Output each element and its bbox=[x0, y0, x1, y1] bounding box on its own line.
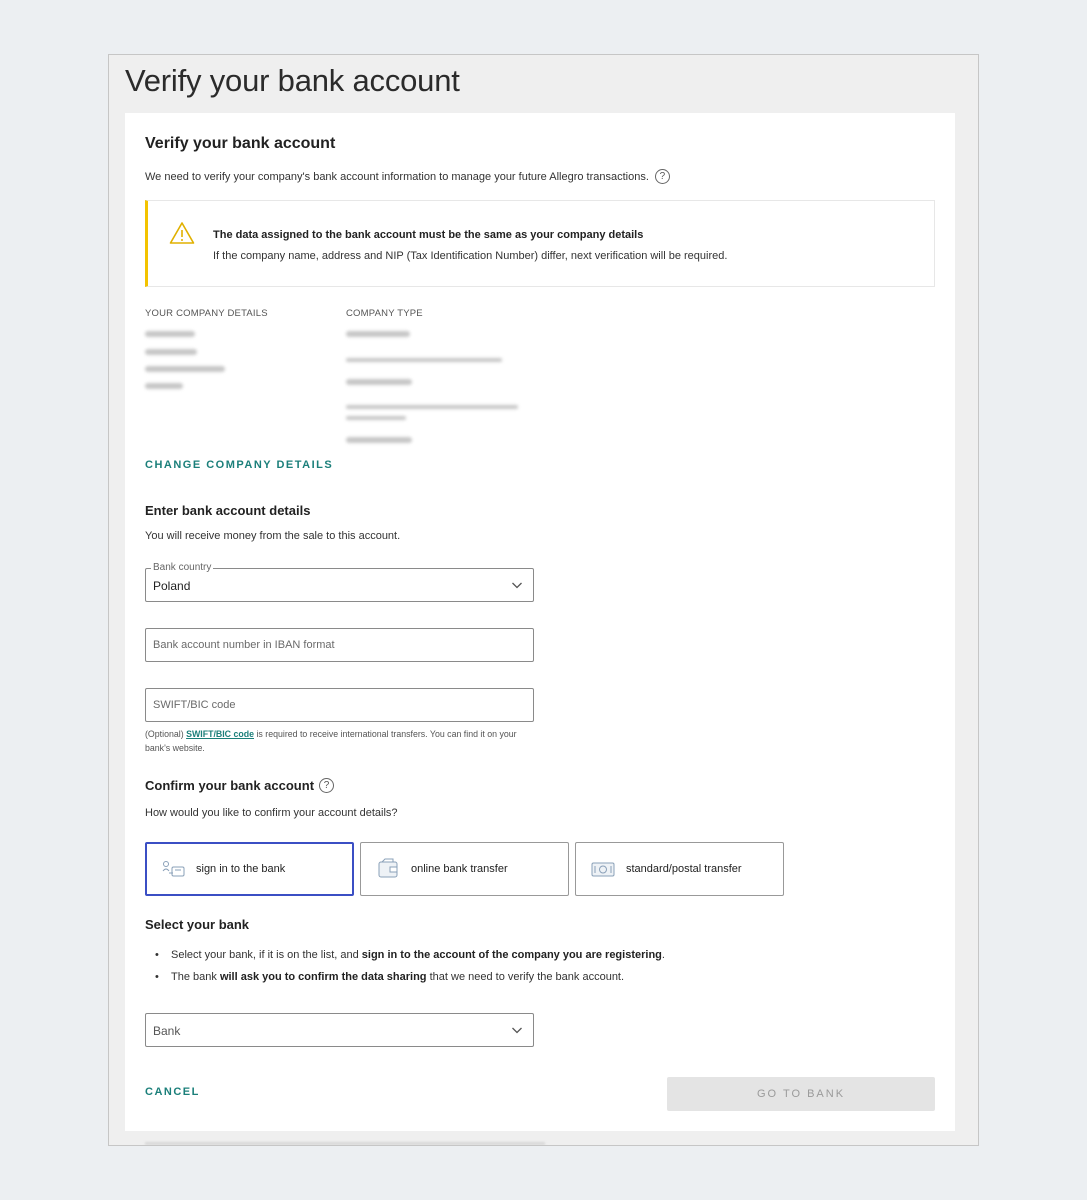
help-icon[interactable]: ? bbox=[319, 778, 334, 793]
bank-country-select[interactable] bbox=[145, 562, 534, 602]
select-bank-heading: Select your bank bbox=[145, 917, 250, 932]
bank-details-subtext: You will receive money from the sale to this account. bbox=[145, 530, 401, 542]
company-type-label: COMPANY TYPE bbox=[346, 308, 423, 319]
iban-input[interactable] bbox=[146, 629, 533, 661]
option-sign-in-to-bank[interactable] bbox=[145, 842, 354, 896]
card-title: Verify your bank account bbox=[145, 135, 336, 152]
swift-hint bbox=[145, 727, 525, 755]
bank-details-heading: Enter bank account details bbox=[145, 503, 311, 518]
confirm-heading: Confirm your bank account bbox=[145, 778, 315, 793]
wallet-icon bbox=[375, 858, 401, 880]
bullet-bold-text: will ask you to confirm the data sharing bbox=[219, 971, 427, 983]
iban-field[interactable] bbox=[145, 628, 534, 662]
warning-alert bbox=[145, 200, 935, 287]
intro-text-row bbox=[145, 169, 670, 184]
bank-country-value: Poland bbox=[153, 579, 191, 593]
swift-input[interactable] bbox=[146, 689, 533, 721]
option-label: sign in to the bank bbox=[196, 863, 286, 875]
bank-country-label: Bank country bbox=[153, 562, 212, 573]
alert-title: The data assigned to the bank account must be the same as your company details bbox=[213, 229, 644, 241]
bullet-text: that we need to verify the bank account. bbox=[429, 971, 625, 983]
bullet-text: . bbox=[661, 949, 665, 961]
help-icon[interactable]: ? bbox=[655, 169, 670, 184]
hint-prefix: (Optional) bbox=[145, 729, 184, 739]
alert-text: If the company name, address and NIP (Tax Identification Number) differ, next verification will be required. bbox=[213, 250, 728, 262]
bullet-text: The bank bbox=[171, 971, 217, 983]
dialog-window bbox=[108, 54, 979, 1146]
chevron-down-icon bbox=[511, 579, 523, 591]
option-standard-postal-transfer[interactable] bbox=[575, 842, 784, 896]
swift-field[interactable] bbox=[145, 688, 534, 722]
company-details-label: YOUR COMPANY DETAILS bbox=[145, 308, 268, 319]
intro-text: We need to verify your company's bank account information to manage your future Allegro transactions. bbox=[145, 170, 649, 183]
confirm-question: How would you like to confirm your account details? bbox=[145, 807, 398, 819]
option-label: standard/postal transfer bbox=[626, 863, 742, 875]
list-item bbox=[153, 949, 665, 961]
cancel-button[interactable]: CANCEL bbox=[145, 1086, 200, 1098]
select-bank-instructions bbox=[153, 949, 665, 993]
bullet-bold-text: sign in to the account of the company you are registering bbox=[361, 949, 662, 961]
hint-suffix: is required to receive international transfers. You can find it on your bank's website. bbox=[145, 729, 517, 753]
confirm-heading-row bbox=[145, 778, 334, 793]
window-title: Verify your bank account bbox=[125, 63, 460, 98]
list-item bbox=[153, 971, 665, 983]
banknote-icon bbox=[590, 858, 616, 880]
bank-select[interactable] bbox=[145, 1013, 534, 1047]
go-to-bank-button[interactable]: GO TO BANK bbox=[667, 1077, 935, 1111]
option-label: online bank transfer bbox=[411, 863, 508, 875]
bank-select-value: Bank bbox=[153, 1024, 181, 1038]
cut-off-text bbox=[145, 1142, 545, 1145]
swift-bic-link[interactable]: SWIFT/BIC code bbox=[186, 729, 255, 739]
verification-card bbox=[125, 113, 955, 1131]
option-online-bank-transfer[interactable] bbox=[360, 842, 569, 896]
warning-icon bbox=[169, 221, 195, 245]
bank-login-icon bbox=[160, 858, 186, 880]
bullet-text: Select your bank, if it is on the list, and bbox=[171, 949, 359, 961]
change-company-details-link[interactable]: CHANGE COMPANY DETAILS bbox=[145, 459, 334, 471]
chevron-down-icon bbox=[511, 1024, 523, 1036]
